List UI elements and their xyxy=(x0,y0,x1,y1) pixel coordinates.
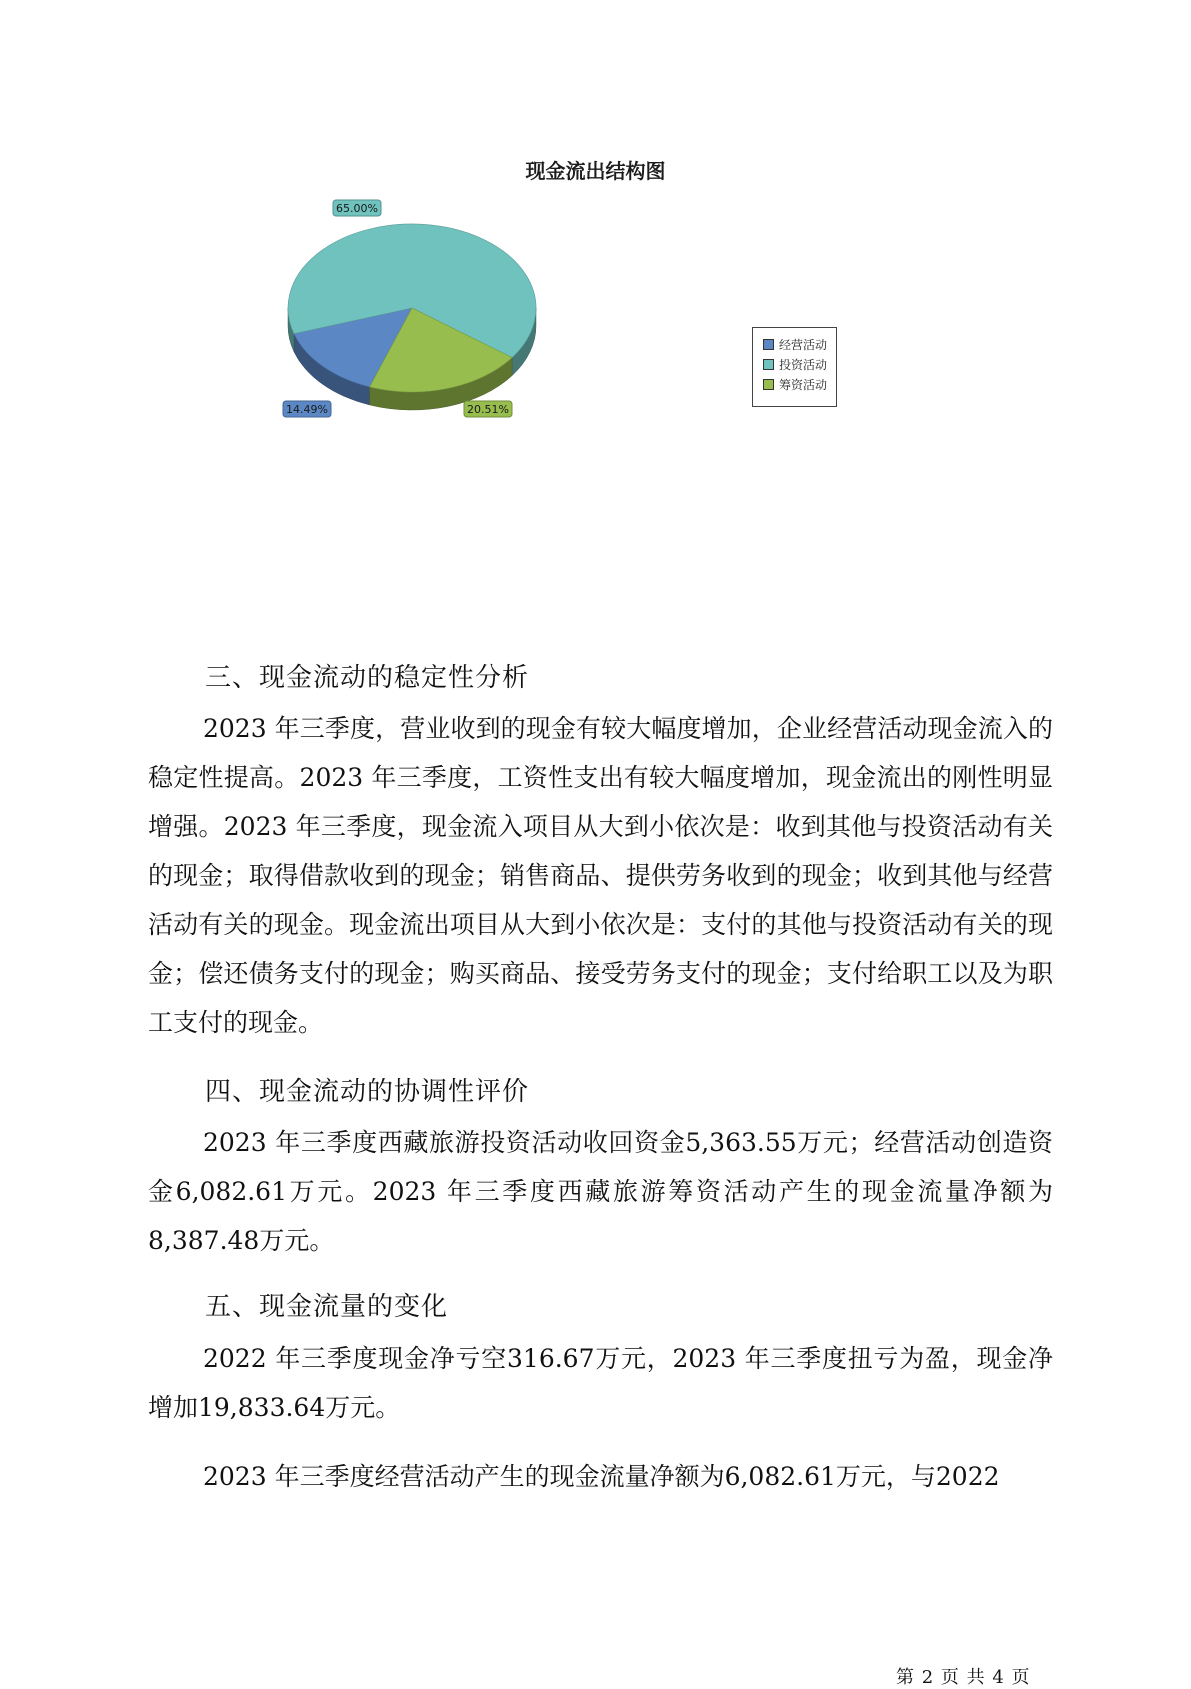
legend-swatch xyxy=(763,339,774,350)
legend-item-investing xyxy=(763,354,836,374)
chart-legend xyxy=(752,327,837,407)
legend-swatch xyxy=(763,359,774,370)
data-label: 65.00% xyxy=(336,202,378,215)
data-label: 14.49% xyxy=(286,403,328,416)
paragraph-coordination: 2023 年三季度西藏旅游投资活动收回资金5,363.55万元；经营活动创造资金6,082.61万元。2023 年三季度西藏旅游筹资活动产生的现金流量净额为8,387.48万元。 xyxy=(148,1128,1053,1255)
legend-item-operating xyxy=(763,334,836,354)
legend-label: 经营活动 xyxy=(779,337,828,352)
paragraph-change-2: 2023 年三季度经营活动产生的现金流量净额为6,082.61万元，与2022 xyxy=(203,1462,1000,1491)
section-heading-change: 五、现金流量的变化 xyxy=(205,1292,449,1322)
legend-label: 筹资活动 xyxy=(779,377,828,392)
legend-item-financing xyxy=(763,374,836,394)
data-label: 20.51% xyxy=(467,403,509,416)
paragraph-stability: 2023 年三季度，营业收到的现金有较大幅度增加，企业经营活动现金流入的稳定性提高。2023 年三季度，工资性支出有较大幅度增加，现金流出的刚性明显增强。2023 年三季度，现金流入项目从大到小依次是：收到其他与投资活动有关的现金；取得借款收到的现金；销售商品、提供劳务收到的现金；收到其他与经营活动有关的现金。现金流出项目从大到小依次是：支付的其他与投资活动有关的现金；偿还债务支付的现金；购买商品、接受劳务支付的现金；支付给职工以及为职工支付的现金。 xyxy=(148,714,1053,1037)
pie-chart xyxy=(280,190,580,460)
legend-swatch xyxy=(763,379,774,390)
page-footer: 第 2 页 共 4 页 xyxy=(896,1667,1031,1688)
legend-label: 投资活动 xyxy=(779,357,828,372)
chart-title: 现金流出结构图 xyxy=(525,159,666,183)
section-heading-stability: 三、现金流动的稳定性分析 xyxy=(205,663,530,693)
paragraph-change-1: 2022 年三季度现金净亏空316.67万元，2023 年三季度扭亏为盈，现金净增加19,833.64万元。 xyxy=(148,1344,1053,1422)
section-heading-coordination: 四、现金流动的协调性评价 xyxy=(205,1077,530,1107)
